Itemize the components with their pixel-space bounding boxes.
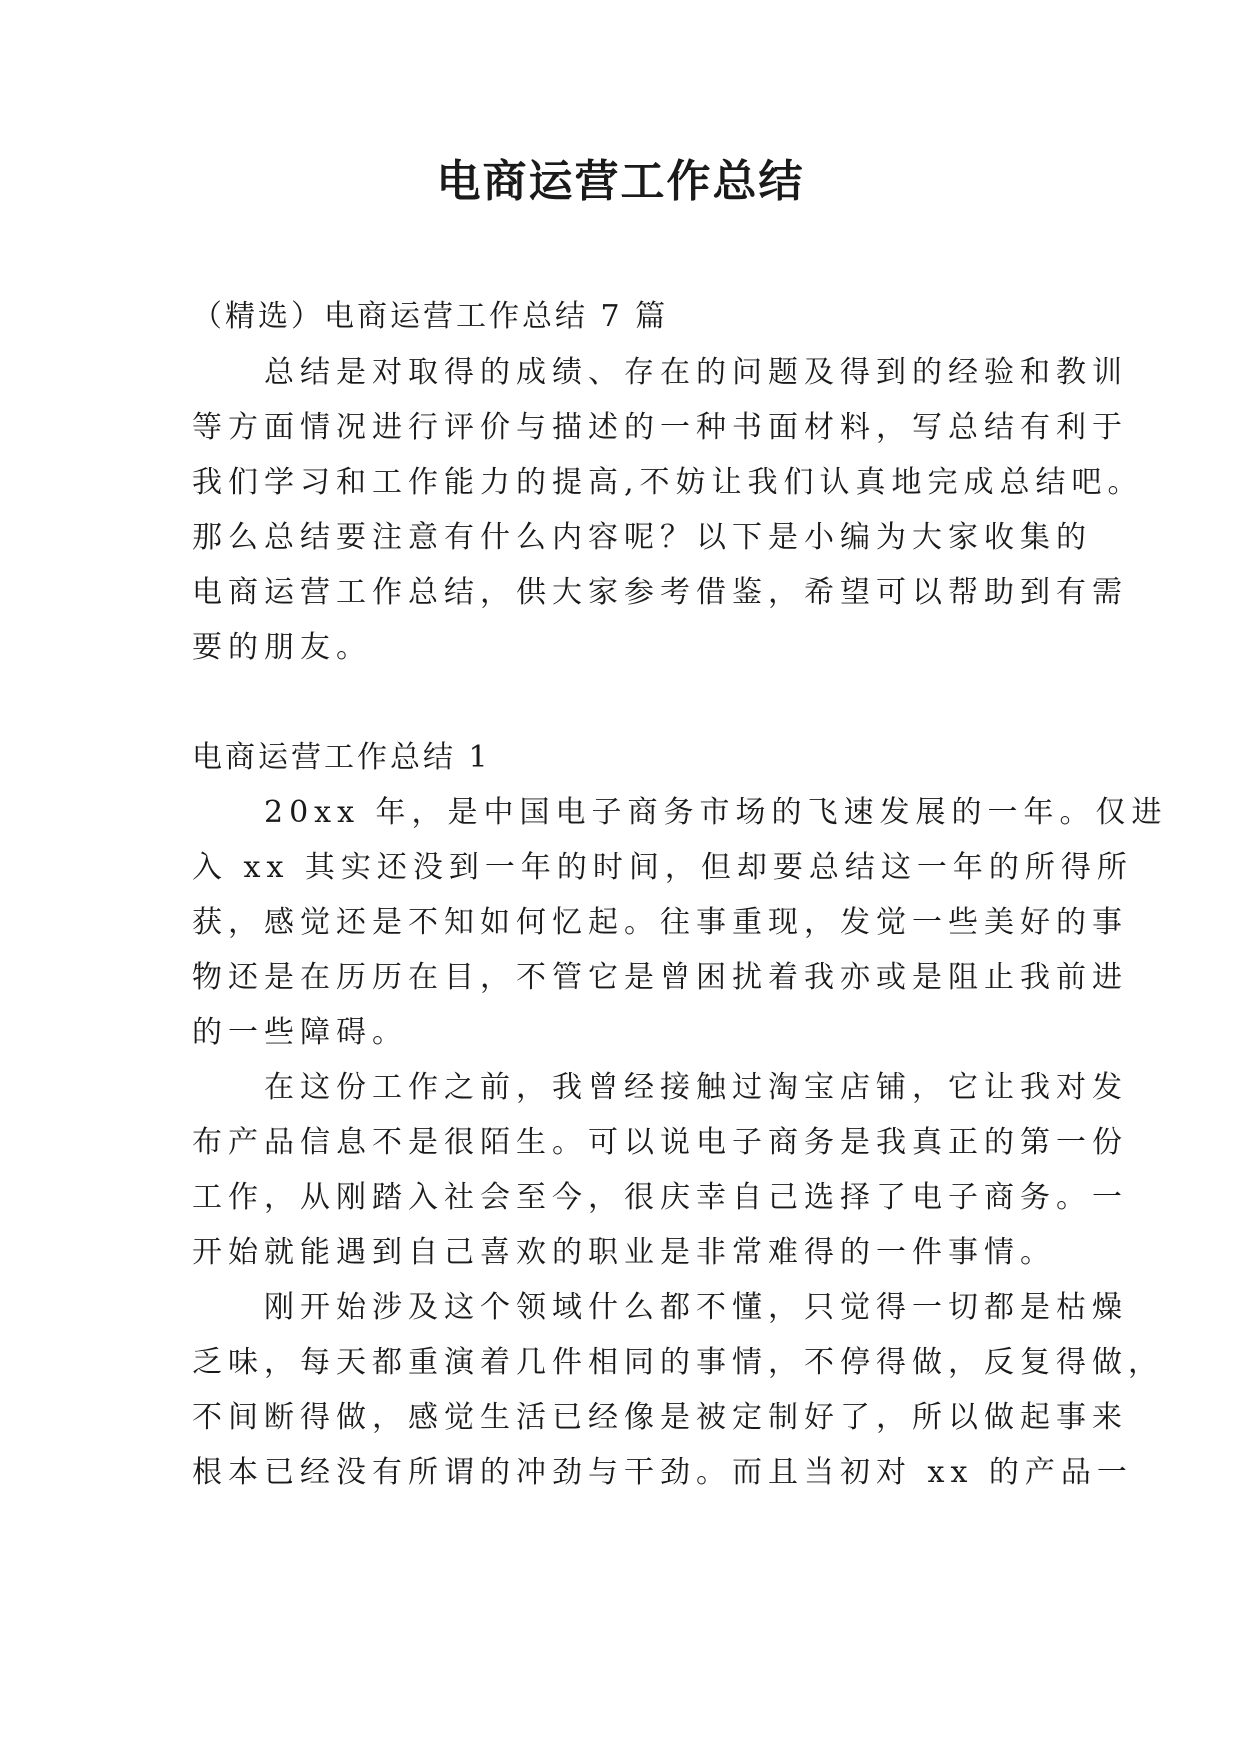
intro-line: 等方面情况进行评价与描述的一种书面材料，写总结有利于 [192, 410, 1128, 445]
document-title: 电商运营工作总结 [436, 156, 805, 207]
paragraph-line: 不间断得做，感觉生活已经像是被定制好了，所以做起事来 [192, 1400, 1128, 1435]
intro-line: 电商运营工作总结，供大家参考借鉴，希望可以帮助到有需 [192, 575, 1128, 610]
paragraph-line: 布产品信息不是很陌生。可以说电子商务是我真正的第一份 [192, 1125, 1128, 1160]
intro-line: 要的朋友。 [192, 630, 372, 665]
intro-line: 总结是对取得的成绩、存在的问题及得到的经验和教训 [192, 355, 1128, 390]
intro-line: 那么总结要注意有什么内容呢？以下是小编为大家收集的 [192, 520, 1092, 555]
paragraph-line: 的一些障碍。 [192, 1015, 408, 1050]
section-heading: 电商运营工作总结 1 [192, 740, 491, 775]
document-subtitle: （精选）电商运营工作总结 7 篇 [192, 299, 669, 334]
paragraph-line: 在这份工作之前，我曾经接触过淘宝店铺，它让我对发 [192, 1070, 1128, 1105]
paragraph-line: 获，感觉还是不知如何忆起。往事重现，发觉一些美好的事 [192, 905, 1128, 940]
paragraph-line: 20xx 年，是中国电子商务市场的飞速发展的一年。仅进 [192, 795, 1168, 830]
paragraph-line: 根本已经没有所谓的冲劲与干劲。而且当初对 xx 的产品一 [192, 1455, 1133, 1490]
paragraph-line: 刚开始涉及这个领域什么都不懂，只觉得一切都是枯燥 [192, 1290, 1128, 1325]
intro-line: 我们学习和工作能力的提高,不妨让我们认真地完成总结吧。 [192, 465, 1144, 500]
paragraph-line: 乏味，每天都重演着几件相同的事情，不停得做，反复得做， [192, 1345, 1164, 1380]
paragraph-line: 工作，从刚踏入社会至今，很庆幸自己选择了电子商务。一 [192, 1180, 1128, 1215]
paragraph-line: 开始就能遇到自己喜欢的职业是非常难得的一件事情。 [192, 1235, 1056, 1270]
paragraph-line: 入 xx 其实还没到一年的时间，但却要总结这一年的所得所 [192, 850, 1133, 885]
paragraph-line: 物还是在历历在目，不管它是曾困扰着我亦或是阻止我前进 [192, 960, 1128, 995]
